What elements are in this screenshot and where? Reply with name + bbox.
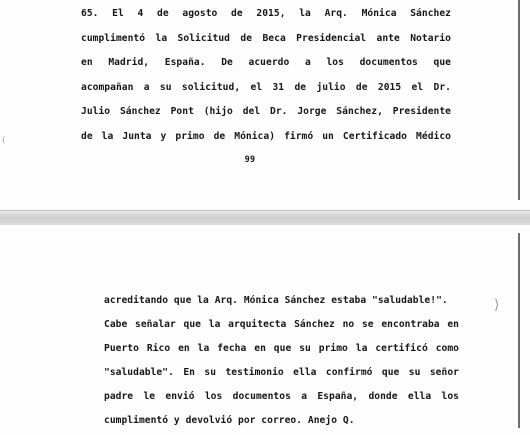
paragraph-line: 65. El 4 de agosto de 2015, la Arq. Mónica Sánchez [81, 8, 451, 19]
document-page-top [0, 0, 530, 210]
paragraph-line: cumplimentó y devolvió por correo. Anejo Q. [104, 415, 355, 426]
margin-mark: ⟩ [494, 297, 500, 313]
page-number: 99 [244, 155, 256, 165]
paragraph-line: Puerto Rico en la fecha en que su primo la certificó como [104, 343, 459, 354]
paragraph-line: padre le envió los documentos a España, donde ella los [104, 391, 459, 402]
paragraph-line: de la Junta y primo de Mónica) firmó un Certificado Médico [81, 131, 451, 142]
page-separator [0, 210, 530, 226]
paragraph-line: "saludable". En su testimonio ella confirmó que su señor [104, 367, 459, 378]
margin-mark: ⁽ [2, 135, 6, 151]
document-page-bottom [0, 225, 530, 435]
paragraph-line: acreditando que la Arq. Mónica Sánchez estaba "saludable!". [104, 295, 448, 306]
paragraph-line: Cabe señalar que la arquitecta Sánchez no se encontraba en [104, 319, 459, 330]
page-edge-line [518, 0, 520, 200]
paragraph-line: cumplimentó la Solicitud de Beca Presidencial ante Notario [81, 33, 451, 44]
paragraph-line: acompañan a su solicitud, el 31 de julio de 2015 el Dr. [81, 82, 451, 93]
page-edge-line [518, 233, 520, 428]
paragraph-line: Julio Sánchez Pont (hijo del Dr. Jorge Sánchez, Presidente [81, 106, 451, 117]
paragraph-line: en Madrid, España. De acuerdo a los documentos que [81, 57, 451, 68]
